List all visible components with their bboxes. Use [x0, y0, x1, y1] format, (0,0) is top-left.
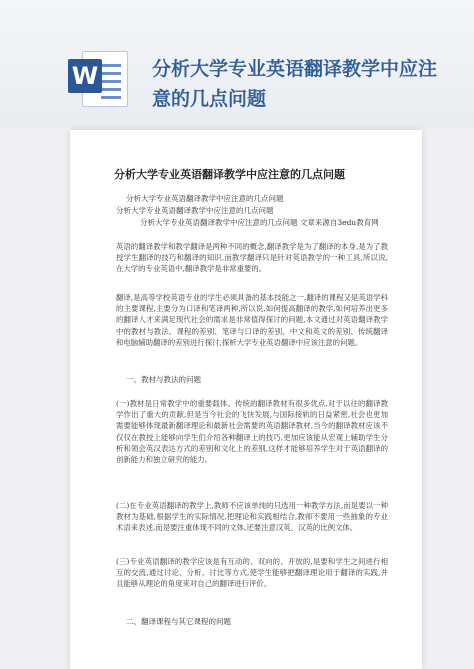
paragraph: 翻译,是高等学校英语专业的学生必须具备的基本技能之一,翻译的课程又是英语学科的主要课程,主要分为口译和笔译两种,所以说,如何提高翻译的教学,如何培养出更多的翻译人才来满足现代社会的需求是非常值得探讨的问题,本文通过对英语翻译教学中的教材与教法、课程的差别、笔译与口译的差别、中文和英文的差别、传统翻译和电脑辅助翻译的差别进行探讨,探析大学专业英语翻译中应该注意的问题。: [116, 293, 388, 347]
word-badge: W: [68, 59, 102, 93]
document-page: [70, 130, 422, 669]
word-document-icon: [66, 47, 128, 109]
section-heading: 一、教材与教法的问题: [126, 375, 201, 384]
section-heading: 二、翻译课程与其它课程的问题: [126, 617, 231, 626]
header-banner: [0, 0, 474, 128]
meta-line: 分析大学专业英语翻译教学中应注意的几点问题: [116, 206, 274, 215]
meta-line: 分析大学专业英语翻译教学中应注意的几点问题: [126, 194, 284, 203]
document-heading: 分析大学专业英语翻译教学中应注意的几点问题: [114, 168, 345, 181]
paragraph: (三)专业英语翻译的教学应该是有互动的、双向的、开放的,是要和学生之间进行相互的交流,通过讨论、分析、讨比等方式,使学生能够把翻译理论用于翻译的实践,并且能够从理论的角度来对自己的翻译进行评价。: [116, 557, 388, 589]
meta-line: 分析大学专业英语翻译教学中应注意的几点问题 文章来源自3edu教育网: [140, 218, 379, 227]
page-title: 分析大学专业英语翻译教学中应注意的几点问题: [152, 58, 438, 110]
paragraph: (一)教材是日常教学中的重要载体。传统的翻译教材有很多优点,对于以往的翻译教学作出了重大的贡献,但是当今社会的飞快发展,与国际接轨的日益紧密,社会也更加需要能够体现最新翻译理论和最新社会需要的英语翻译教材,当今的翻译教材应该不仅仅在教授上能够向学生们介绍各种翻译上的技巧,更加应该能从宏观上辅助学生分析和领会英汉表达方式的差别和文化上的差别,这样才能够培养学生对于英语翻译的创新能力和独立研究的能力。: [116, 399, 388, 465]
paragraph: (二)在专业英语翻译的教学上,教师不应该单纯的只选用一种教学方法,而是要以一种教材为基础,根据学生的实际情况,把理论和实践相结合,教师不要用一些抽象的专业术语来表述,而是要注重体现不同的文体,还要注意汉英、汉英的比例文体。: [116, 501, 388, 533]
paragraph: 英语的翻译教学和教学翻译是两种不同的概念,翻译教学是为了翻译的本身,是为了教授学生翻译的技巧和翻译的知识,而教学翻译只是针对英语教学的一种工具,所以说,在大学的专业英语中,翻译教学是非常重要的。: [116, 242, 388, 274]
